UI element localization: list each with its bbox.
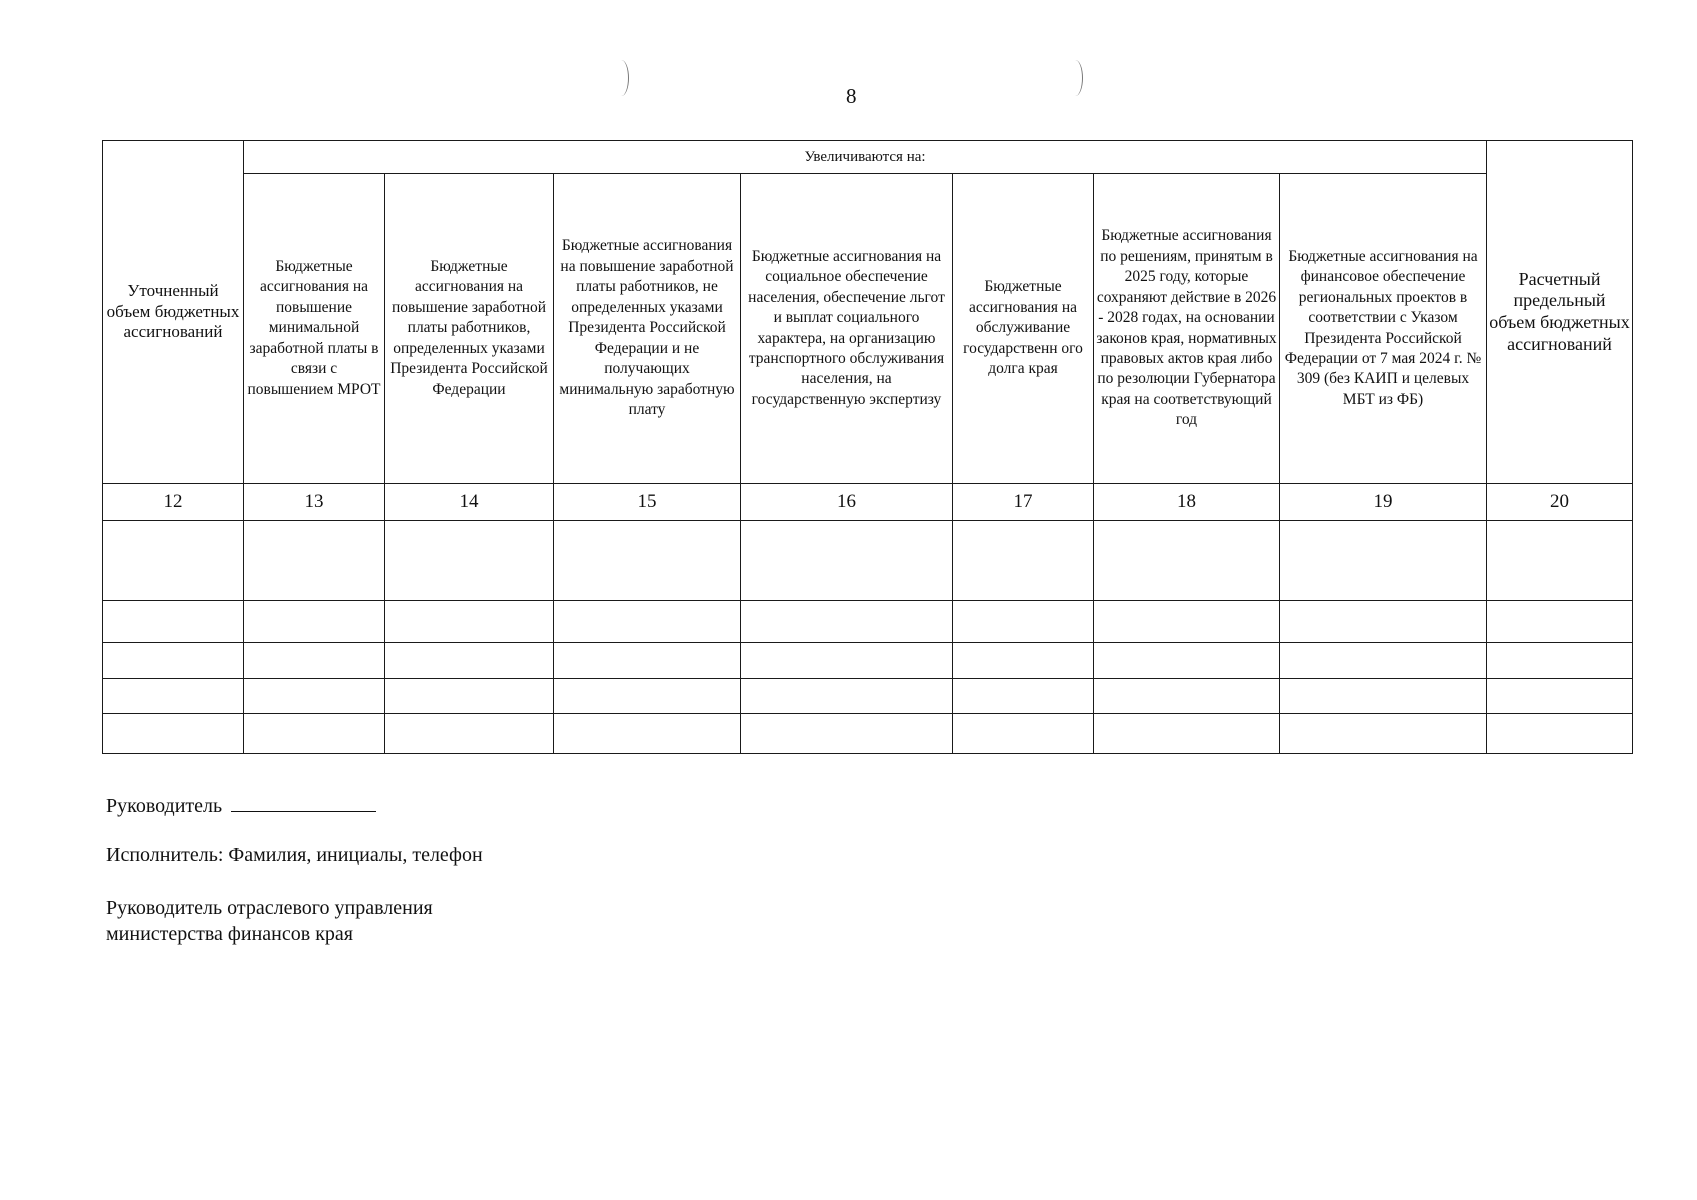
dept-head-title-line1: Руководитель отраслевого управления xyxy=(106,897,433,919)
table-cell xyxy=(554,643,741,679)
table-row xyxy=(103,521,1633,601)
header-increase-group: Увеличиваются на: xyxy=(244,141,1487,174)
table-cell xyxy=(103,601,244,643)
table-cell xyxy=(1094,601,1280,643)
table-cell xyxy=(385,601,554,643)
header-mrot: Бюджетные ассигнования на повышение минимальной заработной платы в связи с повышением МРОТ xyxy=(244,174,385,484)
header-social-security: Бюджетные ассигнования на социальное обеспечение населения, обеспечение льгот и выплат социального характера, на организацию транспортного обслуживания населения, на государственную экспертизу xyxy=(741,174,953,484)
table-cell xyxy=(385,643,554,679)
table-cell xyxy=(103,643,244,679)
table-cell xyxy=(385,714,554,754)
table-cell xyxy=(1094,643,1280,679)
head-signature-label: Руководитель xyxy=(106,795,223,817)
table-cell xyxy=(244,679,385,714)
table-cell xyxy=(741,714,953,754)
table-cell xyxy=(1280,601,1487,643)
table-row xyxy=(103,643,1633,679)
table-cell xyxy=(741,601,953,643)
dept-head-signature xyxy=(106,895,433,947)
table-cell xyxy=(1487,679,1633,714)
header-debt-service: Бюджетные ассигнования на обслуживание государственн ого долга края xyxy=(953,174,1094,484)
table-cell xyxy=(554,679,741,714)
column-number: 14 xyxy=(385,484,554,521)
header-2025-decisions: Бюджетные ассигнования по решениям, принятым в 2025 году, которые сохраняют действие в 2026 - 2028 годах, на основании законов края, нормативных правовых актов края либо по резолюции Губернатора края на соответствующий год xyxy=(1094,174,1280,484)
head-signature-line xyxy=(106,793,376,819)
table-cell xyxy=(1094,714,1280,754)
punch-hole-mark-right xyxy=(1068,60,1083,96)
table-cell xyxy=(103,521,244,601)
signature-blank xyxy=(231,793,376,812)
header-estimated-limit: Расчетный предельный объем бюджетных ассигнований xyxy=(1487,141,1633,484)
column-number: 19 xyxy=(1280,484,1487,521)
table-row xyxy=(103,601,1633,643)
column-number: 15 xyxy=(554,484,741,521)
budget-allocation-table xyxy=(102,140,1633,754)
table-cell xyxy=(1280,714,1487,754)
column-number: 12 xyxy=(103,484,244,521)
table-cell xyxy=(953,643,1094,679)
header-refined-volume: Уточненный объем бюджетных ассигнований xyxy=(103,141,244,484)
table-cell xyxy=(103,679,244,714)
table-row xyxy=(103,679,1633,714)
header-decree-salaries: Бюджетные ассигнования на повышение заработной платы работников, определенных указами Президента Российской Федерации xyxy=(385,174,554,484)
table-cell xyxy=(554,601,741,643)
table-cell xyxy=(1280,679,1487,714)
table-cell xyxy=(953,679,1094,714)
header-non-decree-salaries: Бюджетные ассигнования на повышение заработной платы работников, не определенных указами Президента Российской Федерации и не получающих минимальную заработную плату xyxy=(554,174,741,484)
table-cell xyxy=(1280,643,1487,679)
punch-hole-mark-left xyxy=(614,60,629,96)
table-cell xyxy=(741,679,953,714)
table-cell xyxy=(385,521,554,601)
table-cell xyxy=(953,714,1094,754)
column-number: 16 xyxy=(741,484,953,521)
column-number: 18 xyxy=(1094,484,1280,521)
table-cell xyxy=(244,643,385,679)
page-number: 8 xyxy=(846,84,857,108)
column-number: 17 xyxy=(953,484,1094,521)
table-cell xyxy=(244,714,385,754)
table-cell xyxy=(554,714,741,754)
table-cell xyxy=(741,521,953,601)
table-cell xyxy=(244,601,385,643)
dept-head-title-line2: министерства финансов края xyxy=(106,923,353,945)
table-cell xyxy=(1487,601,1633,643)
table-cell xyxy=(1487,714,1633,754)
column-number-row xyxy=(103,484,1633,521)
column-number: 20 xyxy=(1487,484,1633,521)
table-cell xyxy=(741,643,953,679)
table-cell xyxy=(103,714,244,754)
table-cell xyxy=(953,601,1094,643)
table-cell xyxy=(554,521,741,601)
table-cell xyxy=(1487,521,1633,601)
table-cell xyxy=(1094,679,1280,714)
header-regional-projects: Бюджетные ассигнования на финансовое обеспечение региональных проектов в соответствии с Указом Президента Российской Федерации от 7 мая 2024 г. № 309 (без КАИП и целевых МБТ из ФБ) xyxy=(1280,174,1487,484)
table-cell xyxy=(1094,521,1280,601)
table-cell xyxy=(244,521,385,601)
executor-line: Исполнитель: Фамилия, инициалы, телефон xyxy=(106,844,483,866)
table-cell xyxy=(953,521,1094,601)
column-number: 13 xyxy=(244,484,385,521)
table-cell xyxy=(1280,521,1487,601)
table-cell xyxy=(1487,643,1633,679)
table-cell xyxy=(385,679,554,714)
table-row xyxy=(103,714,1633,754)
